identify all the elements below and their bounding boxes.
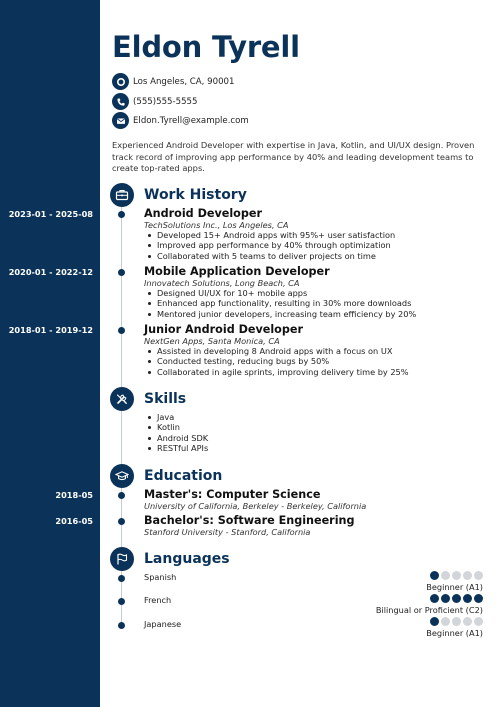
language-3-name: Japanese	[144, 619, 182, 629]
language-2-rating	[430, 594, 483, 603]
list-item: Mentored junior developers, increasing team efficiency by 20%	[148, 309, 416, 319]
graduation-cap-icon	[110, 464, 134, 488]
phone-text: (555)555-5555	[133, 96, 198, 107]
language-3-level: Beginner (A1)	[426, 628, 483, 638]
education-1-school: University of California, Berkeley - Berkeley, California	[144, 501, 367, 511]
timeline-dot-language-3	[118, 622, 125, 629]
education-1-degree: Master's: Computer Science	[144, 488, 321, 501]
rating-dot	[463, 617, 472, 626]
rating-dot	[474, 617, 483, 626]
list-item: Designed UI/UX for 10+ mobile apps	[148, 288, 416, 298]
job-1-company: TechSolutions Inc., Los Angeles, CA	[144, 220, 289, 230]
education-2-degree: Bachelor's: Software Engineering	[144, 514, 355, 527]
job-2-bullets	[148, 288, 416, 319]
section-title-work-history: Work History	[144, 187, 247, 203]
timeline-dot-education-2	[118, 518, 125, 525]
list-item: Developed 15+ Android apps with 95%+ user satisfaction	[148, 230, 395, 240]
list-item: Enhanced app functionality, resulting in 30% more downloads	[148, 298, 416, 308]
contact-address	[112, 73, 234, 90]
job-1-title: Android Developer	[144, 207, 262, 220]
language-2-level: Bilingual or Proficient (C2)	[375, 605, 483, 615]
timeline-dot-job-3	[118, 327, 125, 334]
job-2-title: Mobile Application Developer	[144, 265, 330, 278]
list-item: Improved app performance by 40% through optimization	[148, 240, 395, 250]
section-title-skills: Skills	[144, 391, 187, 407]
timeline-dot-language-1	[118, 575, 125, 582]
language-1-rating	[430, 571, 483, 580]
list-item: Collaborated with 5 teams to deliver projects on time	[148, 251, 395, 261]
rating-dot	[441, 571, 450, 580]
list-item: Android SDK	[148, 433, 208, 443]
email-link[interactable]: Eldon.Tyrell@example.com	[133, 115, 249, 126]
job-1-bullets	[148, 230, 395, 261]
list-item: Conducted testing, reducing bugs by 50%	[148, 356, 409, 366]
job-3-dates: 2018-01 - 2019-12	[8, 325, 93, 335]
location-pin-icon	[112, 73, 129, 90]
contact-phone	[112, 93, 197, 110]
job-3-bullets	[148, 346, 409, 377]
candidate-name: Eldon Tyrell	[112, 30, 300, 64]
rating-dot	[452, 571, 461, 580]
language-2-name: French	[144, 595, 172, 605]
job-1-dates: 2023-01 - 2025-08	[8, 209, 93, 219]
flag-icon	[110, 547, 134, 571]
education-2-school: Stanford University - Stanford, California	[144, 527, 311, 537]
envelope-icon	[112, 112, 129, 129]
language-1-level: Beginner (A1)	[426, 582, 483, 592]
rating-dot	[452, 594, 461, 603]
rating-dot	[474, 594, 483, 603]
timeline-dot-education-1	[118, 492, 125, 499]
rating-dot	[452, 617, 461, 626]
list-item: Collaborated in agile sprints, improving delivery time by 25%	[148, 367, 409, 377]
rating-dot	[463, 594, 472, 603]
rating-dot	[474, 571, 483, 580]
job-2-dates: 2020-01 - 2022-12	[8, 267, 93, 277]
list-item: RESTful APIs	[148, 443, 208, 453]
list-item: Java	[148, 412, 208, 422]
job-3-company: NextGen Apps, Santa Monica, CA	[144, 336, 280, 346]
sidebar	[0, 0, 100, 707]
rating-dot	[463, 571, 472, 580]
timeline-dot-job-1	[118, 211, 125, 218]
address-text: Los Angeles, CA, 90001	[133, 76, 235, 87]
list-item: Kotlin	[148, 422, 208, 432]
rating-dot	[430, 594, 439, 603]
rating-dot	[441, 594, 450, 603]
job-3-title: Junior Android Developer	[144, 323, 303, 336]
language-1-name: Spanish	[144, 572, 177, 582]
rating-dot	[430, 617, 439, 626]
section-title-languages: Languages	[144, 551, 230, 567]
job-2-company: Innovatech Solutions, Long Beach, CA	[144, 278, 300, 288]
tools-icon	[110, 387, 134, 411]
list-item: Assisted in developing 8 Android apps with a focus on UX	[148, 346, 409, 356]
phone-icon	[112, 93, 129, 110]
timeline-dot-job-2	[118, 269, 125, 276]
section-title-education: Education	[144, 468, 223, 484]
skills-list	[148, 412, 208, 453]
rating-dot	[441, 617, 450, 626]
education-2-date: 2016-05	[55, 516, 93, 526]
briefcase-icon	[110, 183, 134, 207]
professional-summary: Experienced Android Developer with expertise in Java, Kotlin, and UI/UX design. Proven track record of improving app performance by 40% and leading development teams to create top-rated apps.	[112, 140, 475, 174]
language-3-rating	[430, 617, 483, 626]
rating-dot	[430, 571, 439, 580]
contact-email	[112, 112, 249, 129]
education-1-date: 2018-05	[55, 490, 93, 500]
timeline-dot-language-2	[118, 598, 125, 605]
